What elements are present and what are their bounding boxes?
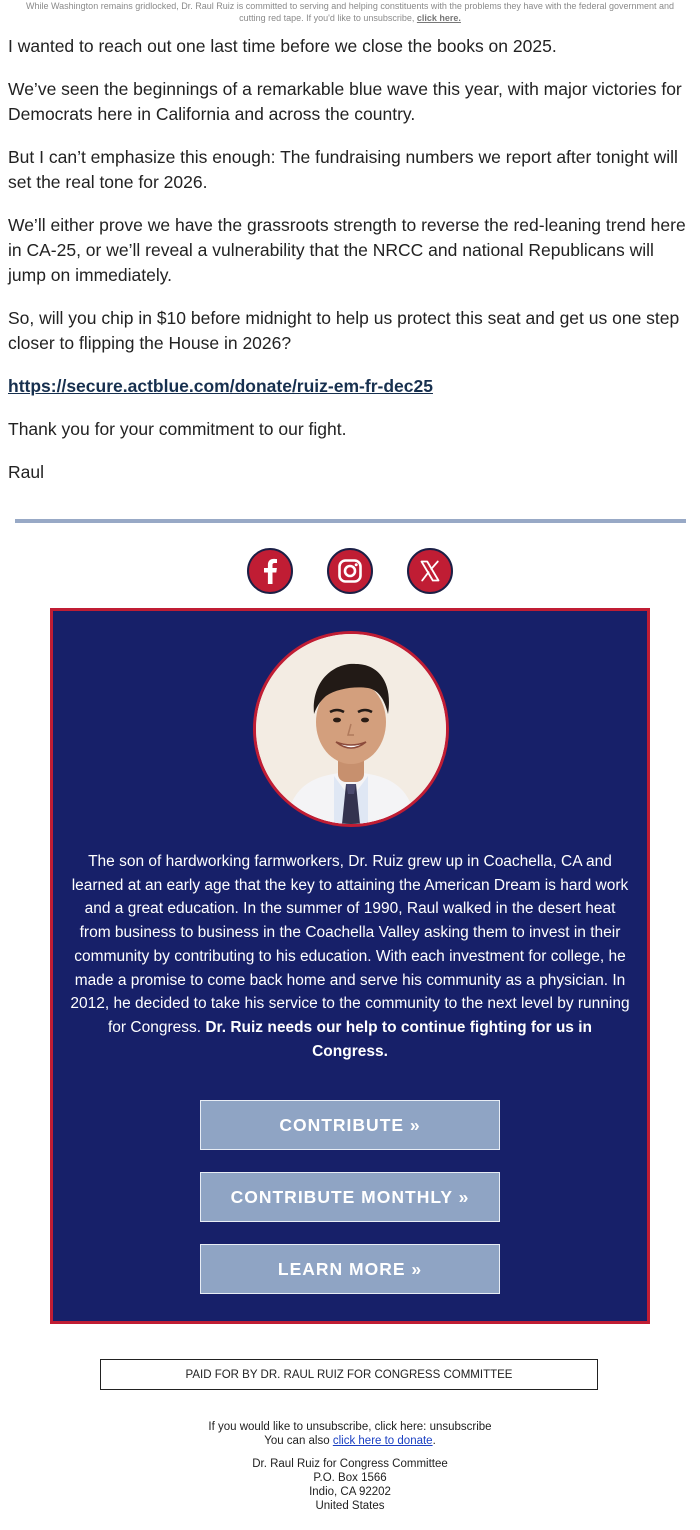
donate-line: [0, 1434, 700, 1448]
address-line: Indio, CA 92202: [309, 1486, 391, 1498]
footer: [0, 1420, 700, 1513]
preheader-unsubscribe-link[interactable]: click here.: [416, 13, 461, 23]
paid-for-disclaimer: PAID FOR BY DR. RAUL RUIZ FOR CONGRESS COMMITTEE: [100, 1359, 598, 1390]
instagram-icon[interactable]: [327, 548, 373, 594]
closing-line: Thank you for your commitment to our fight.: [8, 419, 347, 439]
donate-link-paragraph: [8, 374, 688, 399]
avatar: [253, 631, 449, 827]
contribute-button[interactable]: CONTRIBUTE »: [200, 1100, 500, 1150]
letter-paragraph: But I can’t emphasize this enough: The fundraising numbers we report after tonight will set the real tone for 2026.: [8, 147, 678, 192]
letter-paragraph: I wanted to reach out one last time before we close the books on 2025.: [8, 36, 557, 56]
learn-more-button[interactable]: LEARN MORE »: [200, 1244, 500, 1294]
bio-panel: [50, 608, 650, 1324]
letter-paragraph: So, will you chip in $10 before midnight to help us protect this seat and get us one step closer to flipping the House in 2026?: [8, 308, 680, 353]
signature: Raul: [8, 462, 44, 482]
letter-paragraph: We’ve seen the beginnings of a remarkable blue wave this year, with major victories for Democrats here in California and across the country.: [8, 79, 682, 124]
bio-text: [69, 850, 631, 1063]
address-line: Dr. Raul Ruiz for Congress Committee: [252, 1458, 448, 1470]
social-icons: [0, 548, 700, 594]
unsubscribe-line: If you would like to unsubscribe, click here: unsubscribe: [208, 1421, 492, 1433]
x-icon[interactable]: [407, 548, 453, 594]
preheader-text: While Washington remains gridlocked, Dr. Raul Ruiz is committed to serving and helping constituents with the problems they have with the federal government and cutting red tape. If you'd like to unsubscribe,: [26, 1, 674, 23]
donate-prefix: You can also: [264, 1435, 330, 1447]
divider: [15, 519, 686, 523]
bio-bold-callout: Dr. Ruiz needs our help to continue fighting for us in Congress.: [205, 1018, 592, 1060]
facebook-icon[interactable]: [247, 548, 293, 594]
contribute-monthly-button[interactable]: CONTRIBUTE MONTHLY »: [200, 1172, 500, 1222]
bio-paragraph: The son of hardworking farmworkers, Dr. Ruiz grew up in Coachella, CA and learned at an early age that the key to attaining the American Dream is hard work and a great education. In the summer of 1990, Raul walked in the desert heat from business to business in the Coachella Valley asking them to invest in their community by contributing to his education. With each investment for college, he made a promise to come back home and serve his community as a physician. In 2012, he decided to take his service to the community to the next level by running for Congress.: [70, 853, 630, 1036]
address-line: P.O. Box 1566: [313, 1472, 387, 1484]
letter-paragraph: We’ll either prove we have the grassroots strength to reverse the red-leaning trend here in CA-25, or we’ll reveal a vulnerability that the NRCC and national Republicans will jump on immediately.: [8, 215, 686, 285]
footer-donate-link[interactable]: click here to donate: [332, 1435, 433, 1447]
donate-suffix: .: [432, 1435, 436, 1447]
donate-link[interactable]: https://secure.actblue.com/donate/ruiz-em-fr-dec25: [8, 376, 433, 396]
preheader: [20, 0, 680, 24]
address-line: United States: [315, 1500, 385, 1512]
letter-body: [8, 34, 688, 503]
